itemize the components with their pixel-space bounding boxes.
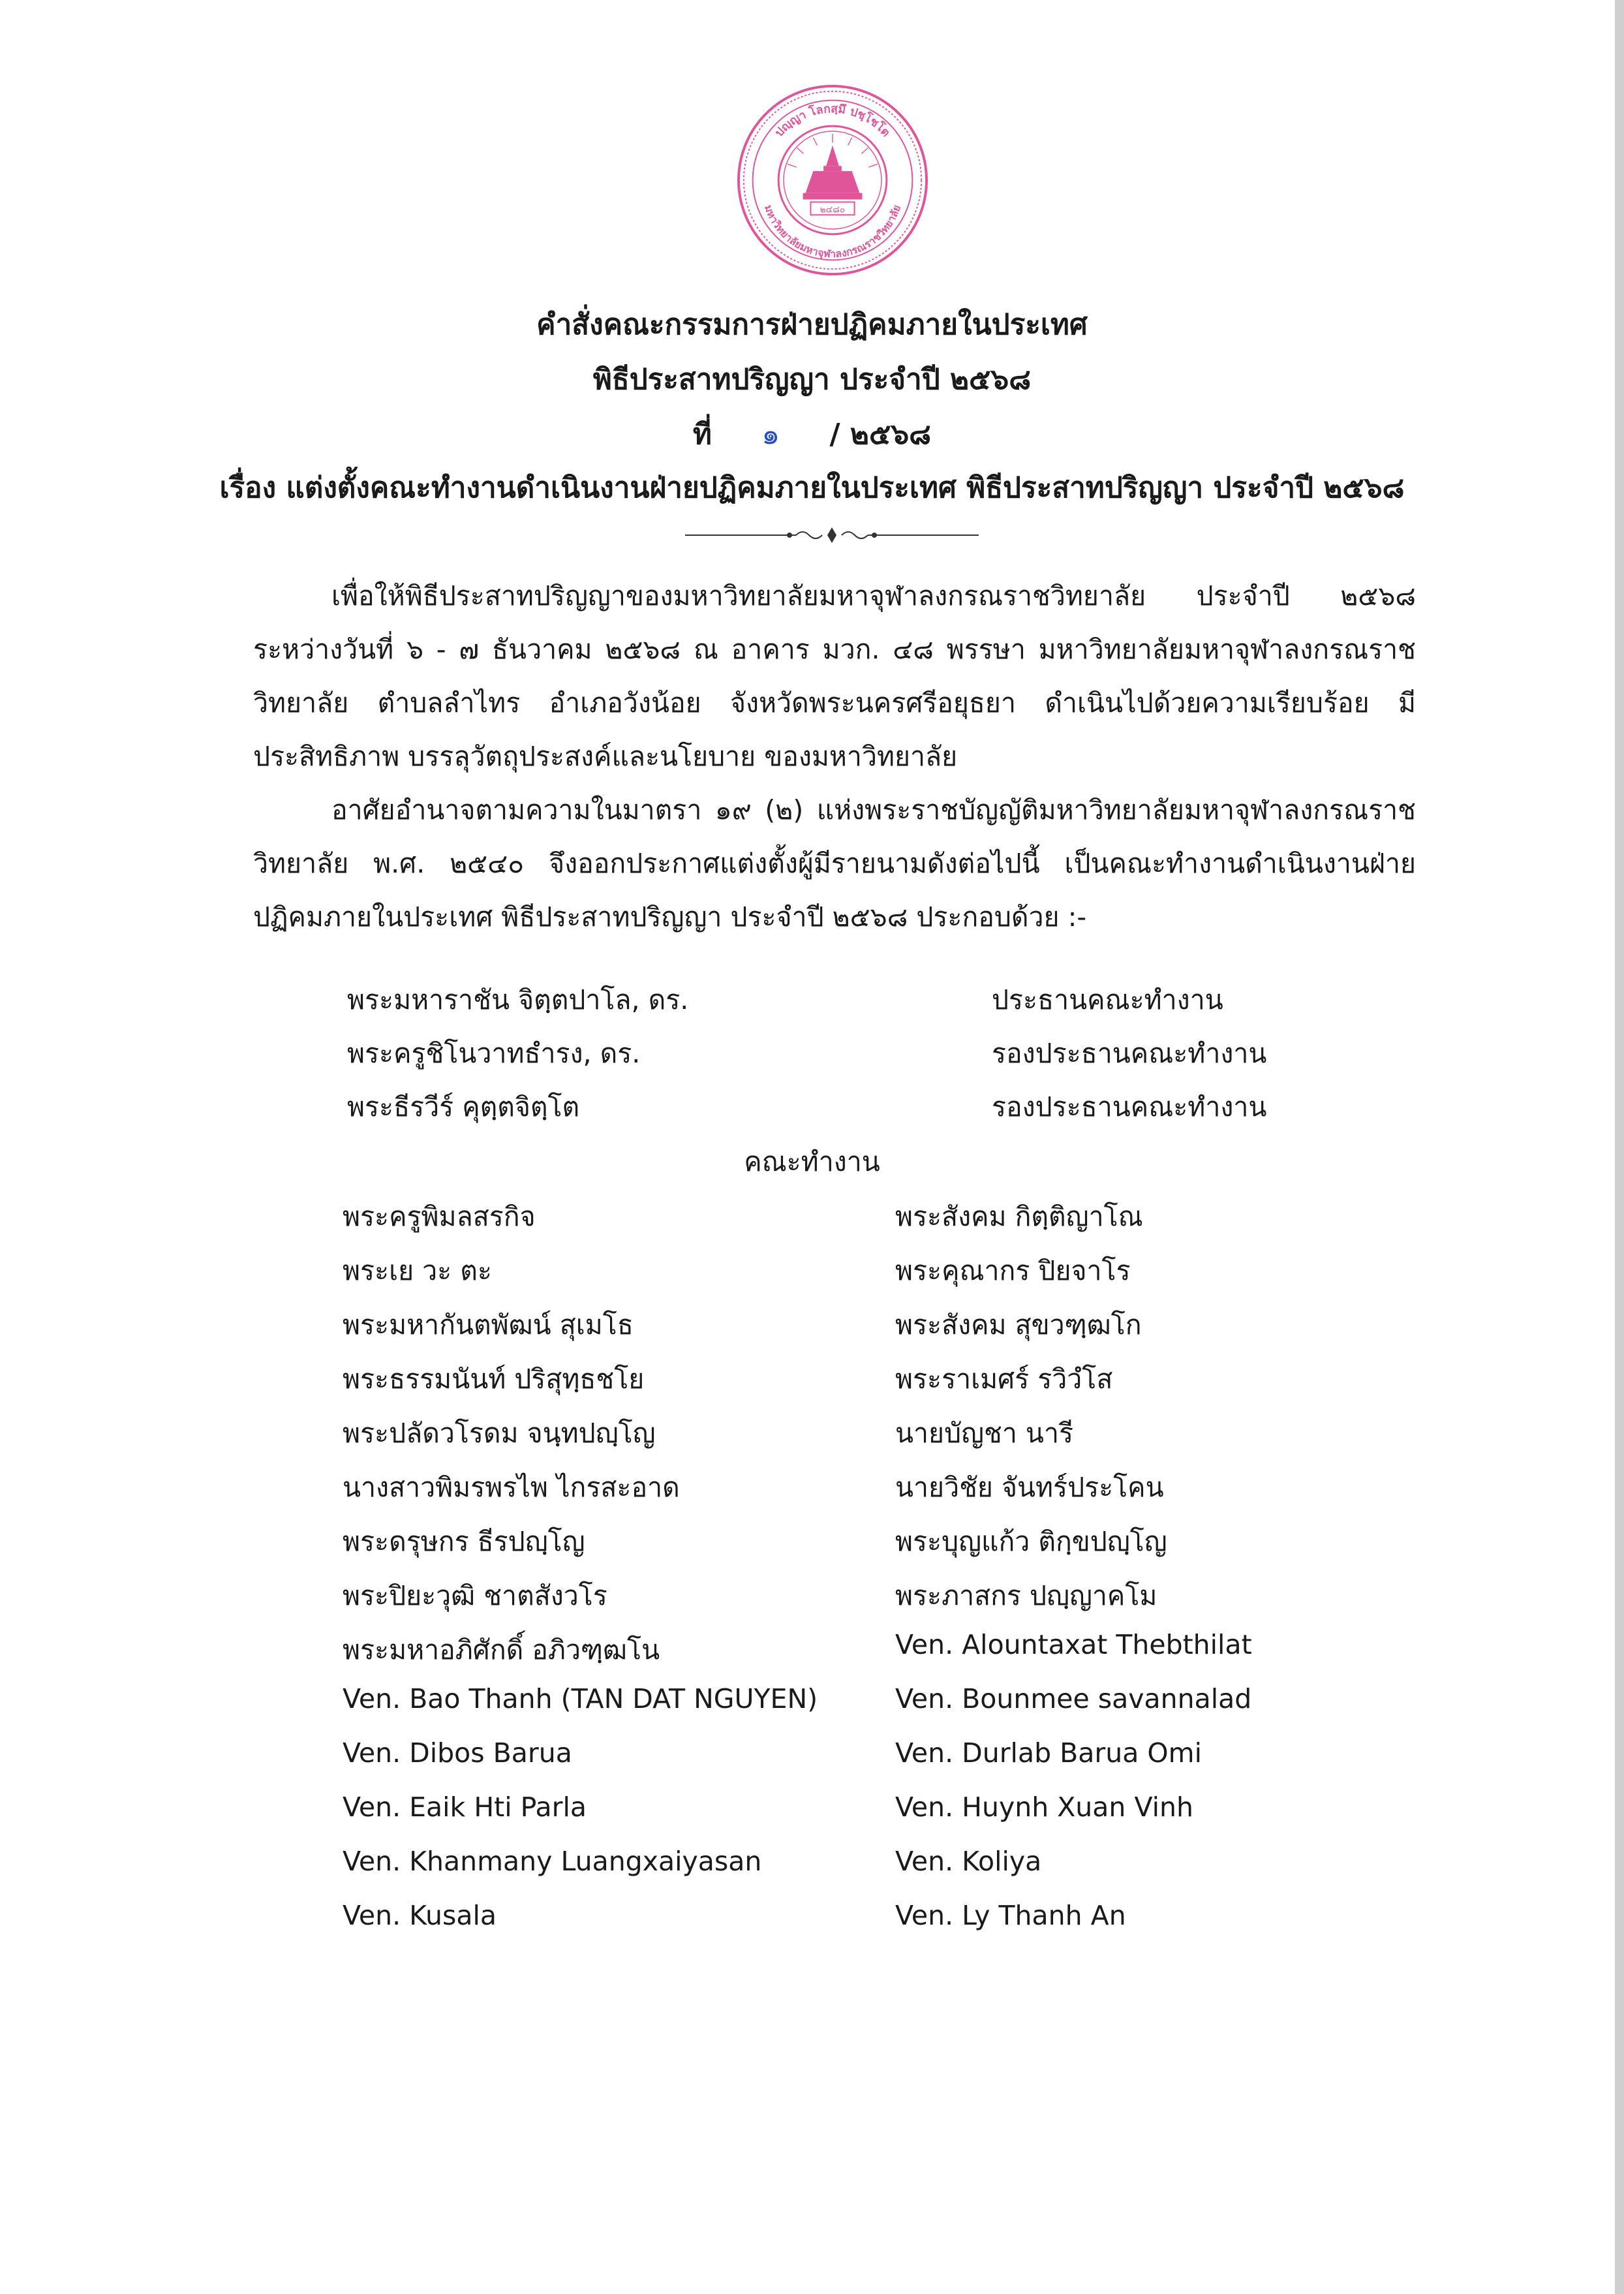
committee-member-right: พระราเมศร์ รวิวํโส (895, 1363, 1113, 1395)
committee-member-left: Ven. Dibos Barua (343, 1737, 572, 1769)
committee-member-left: พระเย วะ ตะ (343, 1255, 492, 1286)
committee-member-right: พระสังคม กิตฺติญาโณ (895, 1201, 1143, 1232)
document-title: คำสั่งคณะกรรมการฝ่ายปฏิคมภายในประเทศ (536, 308, 1088, 341)
leader-name: พระธีรวีร์ คุตฺตจิตฺโต (347, 1091, 580, 1123)
leader-name: พระครูชิโนวาทธำรง, ดร. (347, 1038, 641, 1069)
committee-member-left: พระมหาอภิศักดิ์ อภิวฑฺฒโน (343, 1634, 660, 1666)
ornament-divider (685, 522, 979, 548)
committee-member-right: Ven. Durlab Barua Omi (895, 1737, 1202, 1769)
committee-member-left: พระธรรมนันท์ ปริสุทฺธชโย (343, 1363, 645, 1395)
committee-member-right: พระคุณากร ปิยจาโร (895, 1255, 1131, 1286)
committee-member-left: พระครูพิมลสรกิจ (343, 1201, 536, 1232)
order-number-value: ๑ (761, 418, 780, 451)
committee-member-left: Ven. Kusala (343, 1900, 497, 1931)
body-paragraph-authority: อาศัยอำนาจตามความในมาตรา ๑๙ (๒) แห่งพระราชบัญญัติมหาวิทยาลัยมหาจุฬาลงกรณราชวิทยาลัย พ.ศ. ๒๕๔๐ จึงออกประกาศแต่งตั้งผู้มีรายนามดังต่อไปนี้ เป็นคณะทำงานดำเนินงานฝ่ายปฏิคมภายในประเทศ พิธีประสาทปริญญา ประจำปี ๒๕๖๘ ประกอบด้วย :- (253, 794, 1416, 933)
committee-member-left: พระปลัดวโรดม จนฺทปญฺโญ (343, 1418, 656, 1449)
committee-member-left: พระปิยะวุฒิ ชาตสังวโร (343, 1580, 607, 1611)
leader-name: พระมหาราชัน จิตฺตปาโล, ดร. (347, 984, 689, 1015)
committee-member-right: Ven. Alountaxat Thebthilat (895, 1629, 1252, 1660)
committee-heading: คณะทำงาน (744, 1146, 880, 1177)
university-seal-logo (736, 84, 929, 277)
committee-member-right: พระภาสกร ปญฺญาคโม (895, 1580, 1157, 1611)
committee-member-left: นางสาวพิมรพรไพ ไกรสะอาด (343, 1472, 680, 1503)
order-number-line (0, 411, 1624, 457)
committee-member-right: Ven. Bounmee savannalad (895, 1683, 1252, 1714)
committee-member-right: Ven. Huynh Xuan Vinh (895, 1791, 1193, 1823)
committee-member-right: นายวิชัย จันทร์ประโคน (895, 1472, 1164, 1503)
body-paragraph-purpose: เพื่อให้พิธีประสาทปริญญาของมหาวิทยาลัยมหาจุฬาลงกรณราชวิทยาลัย ประจำปี ๒๕๖๘ ระหว่างวันที่ ๖ - ๗ ธันวาคม ๒๕๖๘ ณ อาคาร มวก. ๔๘ พรรษา มหาวิทยาลัยมหาจุฬาลงกรณราชวิทยาลัย ตำบลลำไทร อำเภอวังน้อย จังหวัดพระนครศรีอยุธยา ดำเนินไปด้วยความเรียบร้อย มีประสิทธิภาพ บรรลุวัตถุประสงค์และนโยบาย ของมหาวิทยาลัย (253, 580, 1416, 772)
leader-role: รองประธานคณะทำงาน (992, 1091, 1267, 1123)
leader-role: รองประธานคณะทำงาน (992, 1038, 1267, 1069)
svg-text:๒๔๘๐: ๒๔๘๐ (820, 204, 846, 215)
svg-text:ปญฺญา โลกสฺมึ ปชฺโชโต: ปญฺญา โลกสฺมึ ปชฺโชโต (773, 102, 893, 140)
leader-role: ประธานคณะทำงาน (992, 984, 1223, 1015)
order-number-prefix: ที่ (692, 418, 712, 451)
committee-member-left: Ven. Eaik Hti Parla (343, 1791, 587, 1823)
order-subject: เรื่อง แต่งตั้งคณะทำงานดำเนินงานฝ่ายปฏิคมภายในประเทศ พิธีประสาทปริญญา ประจำปี ๒๕๖๘ (219, 471, 1405, 504)
committee-member-right: พระบุญแก้ว ติกฺขปญฺโญ (895, 1526, 1167, 1557)
committee-member-left: Ven. Khanmany Luangxaiyasan (343, 1846, 762, 1877)
committee-member-left: พระมหากันตพัฒน์ สุเมโธ (343, 1309, 634, 1341)
committee-member-right: Ven. Koliya (895, 1846, 1042, 1877)
order-number-year: / ๒๕๖๘ (829, 418, 932, 451)
committee-member-right: นายบัญชา นารี (895, 1418, 1073, 1449)
committee-member-right: Ven. Ly Thanh An (895, 1900, 1126, 1931)
committee-member-left: พระดรุษกร ธีรปญฺโญ (343, 1526, 585, 1557)
svg-text:มหาวิทยาลัยมหาจุฬาลงกรณราชวิทย: มหาวิทยาลัยมหาจุฬาลงกรณราชวิทยาลัย (761, 203, 904, 260)
committee-member-left: Ven. Bao Thanh (TAN DAT NGUYEN) (343, 1683, 818, 1714)
committee-member-right: พระสังคม สุขวฑฺฒโก (895, 1309, 1142, 1341)
document-subtitle: พิธีประสาทปริญญา ประจำปี ๒๕๖๘ (592, 363, 1032, 396)
